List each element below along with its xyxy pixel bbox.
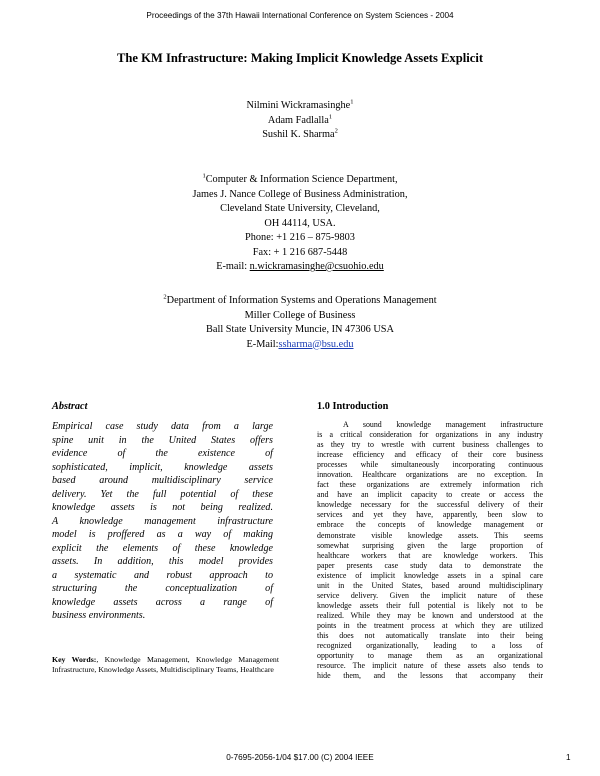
abstract-body [52,420,273,623]
affiliation-2-line: $^2$Department of Information Systems and Operations Management [163,293,437,306]
affiliation-1-line: $^1$Computer & Information Science Department, [202,172,398,185]
abstract-line: evidence of the existence of [52,448,273,459]
abstract-line: business environments. [52,610,146,621]
affiliation-1-line: Phone: +1 216 – 875-9803 [245,232,355,243]
abstract-line: sophisticated, implicit, knowledge assets [52,461,273,473]
abstract-line: explicit the elements of these knowledge [52,542,273,554]
abstract-line: delivery. Yet the full potential of these [52,488,273,500]
intro-line: innovation. Healthcare organizations are no exception. In [317,470,543,480]
intro-line: knowledge assets their full potential is likely not to be [317,600,543,610]
intro-line: A sound knowledge management infrastructure [343,420,543,429]
intro-line: recognized organizationally, leading to a loss of [317,641,543,651]
intro-line: opportunity to manage them as an organizational [317,651,543,661]
email-link-2[interactable]: ssharma@bsu.edu [278,338,354,350]
affiliation-1-email-line: E-mail: n.wickramasinghe@csuohio.edu [216,261,384,272]
author-3: Sushil K. Sharma$^2$ [262,127,338,140]
abstract-line: model is proffered as a way of making [52,529,273,540]
intro-line: service delivery. Given the implicit nature of these [317,590,543,600]
abstract-heading: Abstract [52,401,88,412]
intro-line: embrace the concepts of knowledge management or [317,520,543,530]
affiliation-2-email-line: E-Mail:ssharma@bsu.edu [246,338,354,350]
intro-line: resource. The implicit nature of these assets also tends to [317,661,543,671]
intro-line: paper presents case study data to demonstrate the [317,560,543,570]
intro-line: and have an implicit capacity to create or access the [317,490,543,500]
intro-line: services and yet they have, apparently, been slow to [317,510,543,520]
affiliation-1 [0,173,600,275]
intro-line: existence of implicit knowledge assets in a spinal care [317,570,543,580]
affiliation-1-line: James J. Nance College of Business Administration, [192,188,408,200]
author-2: Adam Fadlalla$^1$ [267,113,333,126]
intro-line: healthcare workers that are knowledge workers. This [317,550,543,560]
abstract-line: A knowledge management infrastructure [52,515,273,527]
abstract-line: assets. In addition, this model provides [52,556,273,567]
intro-heading: 1.0 Introduction [317,401,389,412]
affiliation-2-line: Ball State University Muncie, IN 47306 USA [206,324,394,335]
intro-line: increase efficiency and efficacy of their core business [317,450,543,460]
footer-copyright: 0-7695-2056-1/04 $17.00 (C) 2004 IEEE [226,753,374,762]
abstract-line: spine unit in the United States offers [52,434,273,446]
intro-line: unit in the United States, based around multidisciplinary [317,580,543,590]
intro-line: as they try to wrestle with current business challenges to [317,440,543,450]
author-1: Nilmini Wickramasinghe$^1$ [246,98,354,111]
intro-line: hide them, and the lessons that accompany their [317,671,543,681]
intro-line: somewhat surprising given the large proportion of [317,540,543,550]
intro-line: this does not automatically translate into their being [317,630,543,640]
intro-line: knowledge necessary for the successful delivery of their [317,500,543,510]
keywords-label: Key Words: [52,655,97,664]
abstract-line: Empirical case study data from a large [52,421,273,432]
page-number: 1 [566,753,571,762]
proceedings-header: Proceedings of the 37th Hawaii International Conference on System Sciences - 2004 [146,11,454,20]
affiliation-1-line: Cleveland State University, Cleveland, [220,203,380,214]
intro-line: points in the treatment process at which they are utilized [317,620,543,630]
affiliation-2 [0,294,600,352]
keywords-text: , Knowledge Management, Knowledge Management Infrastructure, Knowledge Assets, Multidisciplinary Teams, Healthcare [52,655,279,674]
author-list [0,99,600,143]
abstract-line: a systematic and robust approach to [52,569,273,581]
abstract-line: knowledge assets is not being realized. [52,502,273,513]
intro-line: is a critical consideration for organizations in any industry [317,430,543,440]
intro-line: fact these organizations are extremely information rich [317,480,543,490]
abstract-line: knowledge assets across a range of [52,596,273,608]
keywords [52,655,279,675]
intro-line: realized. While they may be known and understood at the [317,610,543,620]
email-link-1[interactable]: n.wickramasinghe@csuohio.edu [249,261,384,272]
paper-title: The KM Infrastructure: Making Implicit Knowledge Assets Explicit [116,51,484,65]
affiliation-2-line: Miller College of Business [244,309,356,321]
intro-line: processes while simultaneously incorporating continuous [317,460,543,470]
intro-body [317,420,543,681]
affiliation-1-line: OH 44114, USA. [264,217,336,229]
affiliation-1-line: Fax: + 1 216 687-5448 [252,246,348,258]
abstract-line: based around multidisciplinary service [52,475,273,486]
abstract-line: structuring the conceptualization of [52,583,273,594]
intro-line: demonstrate visible knowledge assets. This seems [317,530,543,540]
